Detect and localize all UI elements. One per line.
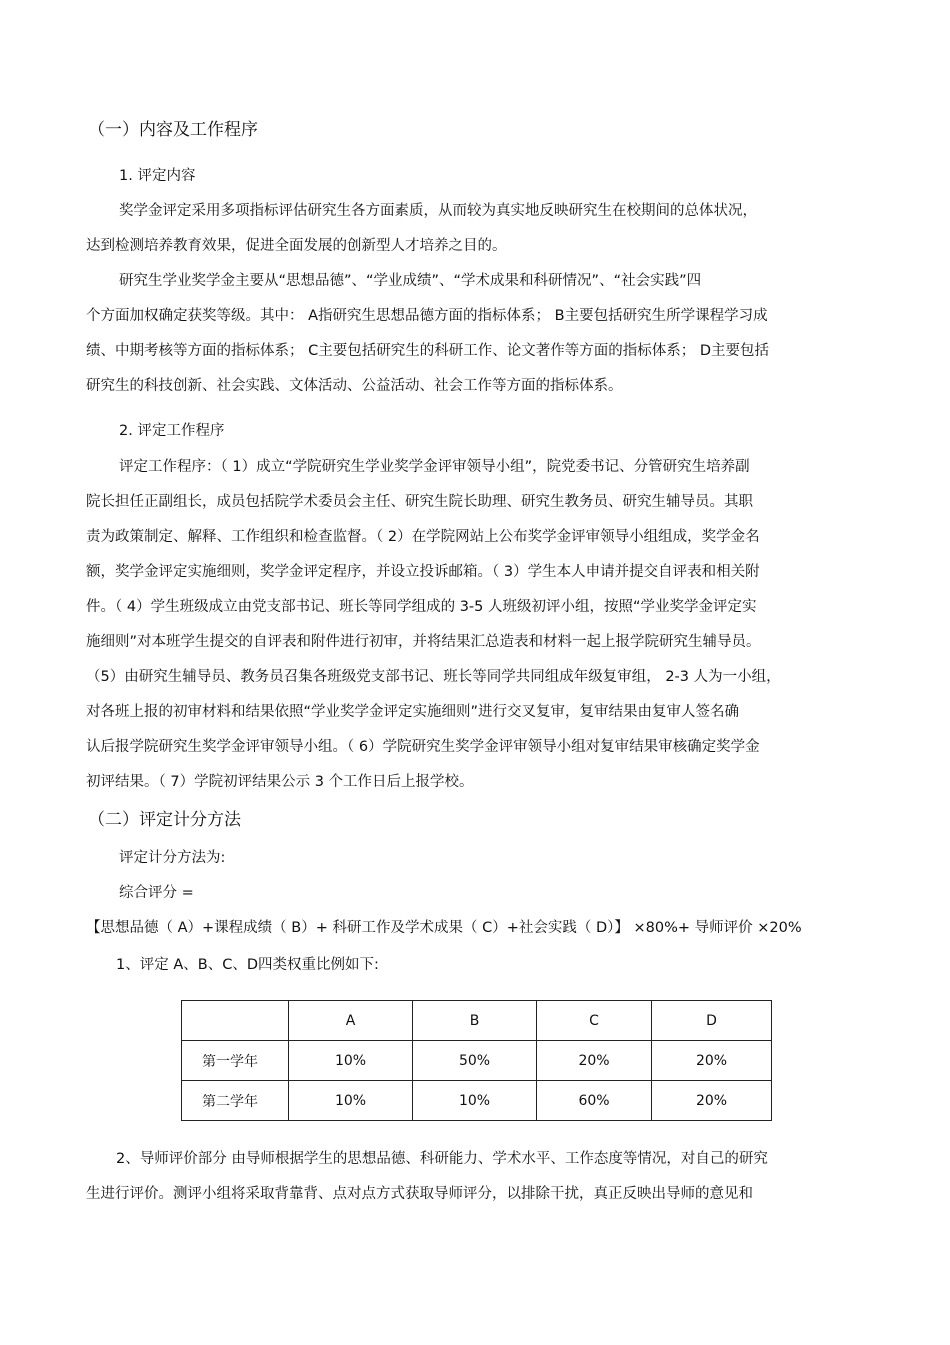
table-row	[182, 1081, 772, 1121]
paragraph-line: 施细则”对本班学生提交的自评表和附件进行初审，并将结果汇总造表和材料一起上报学院研究生辅导员。	[86, 634, 761, 650]
paragraph-line: 研究生学业奖学金主要从“思想品德”、“学业成绩”、“学术成果和科研情况”、“社会实践”四	[119, 273, 702, 289]
table-cell: 20%	[652, 1081, 772, 1121]
paragraph-line: 对各班上报的初审材料和结果依照“学业奖学金评定实施细则”进行交叉复审，复审结果由复审人签名确	[86, 704, 740, 720]
paragraph-line: 2、导师评价部分 由导师根据学生的思想品德、科研能力、学术水平、工作态度等情况，对自己的研究	[116, 1151, 768, 1167]
paragraph-line: 责为政策制定、解释、工作组织和检查监督。（ 2）在学院网站上公布奖学金评审领导小组组成，奖学金名	[86, 529, 760, 545]
paragraph-line: 绩、中期考核等方面的指标体系； C主要包括研究生的科研工作、论文著作等方面的指标体系； D主要包括	[86, 343, 770, 359]
paragraph-line: 研究生的科技创新、社会实践、文体活动、公益活动、社会工作等方面的指标体系。	[86, 378, 623, 394]
paragraph-line: 生进行评价。测评小组将采取背靠背、点对点方式获取导师评分，以排除干扰，真正反映出导师的意见和	[86, 1186, 753, 1202]
subheading-content: 1. 评定内容	[119, 168, 196, 184]
table-cell: 20%	[537, 1041, 652, 1081]
section-1-heading: （一）内容及工作程序	[88, 120, 258, 140]
paragraph-line: 认后报学院研究生奖学金评审领导小组。（ 6）学院研究生奖学金评审领导小组对复审结果审核确定奖学金	[86, 739, 760, 755]
table-header-row	[182, 1001, 772, 1041]
table-cell: 10%	[289, 1041, 413, 1081]
header-cell	[182, 1001, 289, 1041]
header-cell: D	[652, 1001, 772, 1041]
paragraph-line: 达到检测培养教育效果，促进全面发展的创新型人才培养之目的。	[86, 238, 507, 254]
table-cell: 60%	[537, 1081, 652, 1121]
subheading-procedure: 2. 评定工作程序	[119, 423, 225, 439]
formula-label: 综合评分 =	[119, 885, 194, 901]
table-row	[182, 1041, 772, 1081]
table-cell: 10%	[289, 1081, 413, 1121]
paragraph-line: 个方面加权确定获奖等级。其中： A指研究生思想品德方面的指标体系； B主要包括研究生所学课程学习成	[86, 308, 768, 324]
weights-item: 1、评定 A、B、C、D四类权重比例如下:	[116, 957, 379, 973]
section-2-heading: （二）评定计分方法	[88, 810, 241, 830]
header-cell: C	[537, 1001, 652, 1041]
paragraph-line: 评定工作程序：（ 1）成立“学院研究生学业奖学金评审领导小组”，院党委书记、分管研究生培养副	[119, 459, 750, 475]
paragraph-line: 奖学金评定采用多项指标评估研究生各方面素质，从而较为真实地反映研究生在校期间的总体状况，	[119, 203, 757, 219]
paragraph-line: 初评结果。（ 7）学院初评结果公示 3 个工作日后上报学校。	[86, 774, 474, 790]
header-cell: B	[413, 1001, 537, 1041]
paragraph-line: 额，奖学金评定实施细则，奖学金评定程序，并设立投诉邮箱。（ 3）学生本人申请并提交自评表和相关附	[86, 564, 760, 580]
table-cell: 20%	[652, 1041, 772, 1081]
formula: 【思想品德（ A）+课程成绩（ B）+ 科研工作及学术成果（ C）+社会实践（ D）】 ×80%+ 导师评价 ×20%	[86, 920, 802, 936]
scoring-intro: 评定计分方法为:	[119, 850, 226, 866]
row-label: 第一学年	[182, 1041, 289, 1081]
paragraph-line: 件。（ 4）学生班级成立由党支部书记、班长等同学组成的 3-5 人班级初评小组，按照“学业奖学金评定实	[86, 599, 757, 615]
paragraph-line: （5）由研究生辅导员、教务员召集各班级党支部书记、班长等同学共同组成年级复审组， 2-3 人为一小组，	[86, 669, 781, 685]
table-cell: 50%	[413, 1041, 537, 1081]
row-label: 第二学年	[182, 1081, 289, 1121]
paragraph-line: 院长担任正副组长，成员包括院学术委员会主任、研究生院长助理、研究生教务员、研究生辅导员。其职	[86, 494, 753, 510]
table-cell: 10%	[413, 1081, 537, 1121]
header-cell: A	[289, 1001, 413, 1041]
weights-table	[181, 1000, 772, 1121]
